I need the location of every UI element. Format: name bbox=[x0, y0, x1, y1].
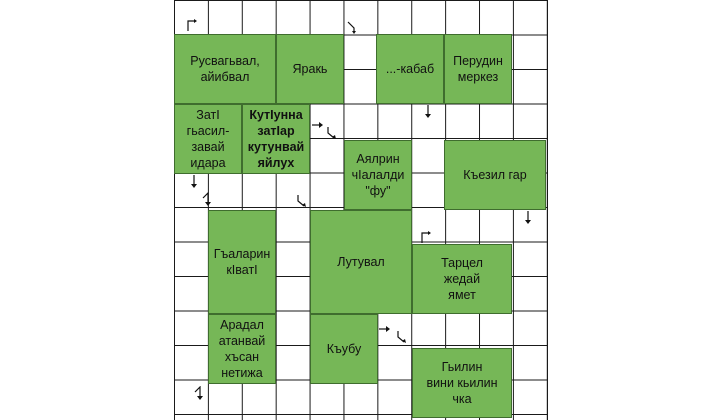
arrow-down-right-icon bbox=[296, 194, 308, 208]
clue-rusvagval: Русвагьвал, айибвал bbox=[174, 34, 276, 104]
clue-kutlunna: КутIунна затIар кутунвай яйлух bbox=[242, 104, 310, 174]
arrow-right-down-icon bbox=[202, 192, 214, 206]
clue-ayalrin: Аялрин чIалалди "фу" bbox=[344, 140, 412, 210]
arrow-down-icon bbox=[188, 174, 200, 188]
arrow-down-icon bbox=[346, 20, 358, 34]
arrow-down-icon bbox=[422, 104, 434, 118]
arrow-down-right-icon bbox=[326, 126, 338, 140]
arrow-right-icon bbox=[311, 118, 323, 132]
arrow-down-icon bbox=[522, 210, 534, 224]
clue-perudin: Перудин меркез bbox=[444, 34, 512, 104]
clue-zatl: ЗатI гьасил- завай идара bbox=[174, 104, 242, 174]
arrow-right-icon bbox=[186, 18, 198, 32]
arrow-right-down-icon bbox=[194, 386, 206, 400]
clue-aradal: Арадал атанвай хъсан нетижа bbox=[208, 314, 276, 384]
arrow-right-icon bbox=[420, 230, 432, 244]
arrow-right-icon bbox=[378, 322, 390, 336]
clue-kubu: Къубу bbox=[310, 314, 378, 384]
clue-tarcel: Тарцел жедай ямет bbox=[412, 244, 512, 314]
clue-galarin: Гъаларин кIватI bbox=[208, 210, 276, 314]
arrow-down-right-icon bbox=[396, 330, 408, 344]
clue-gilin: Гьилин вини кьилин чка bbox=[412, 348, 512, 418]
clue-kabab: ...-кабаб bbox=[376, 34, 444, 104]
crossword-grid[interactable] bbox=[174, 0, 548, 420]
clue-yarak: Яракь bbox=[276, 34, 344, 104]
clue-kyezil: Къезил гар bbox=[444, 140, 546, 210]
clue-lutuval: Лутувал bbox=[310, 210, 412, 314]
